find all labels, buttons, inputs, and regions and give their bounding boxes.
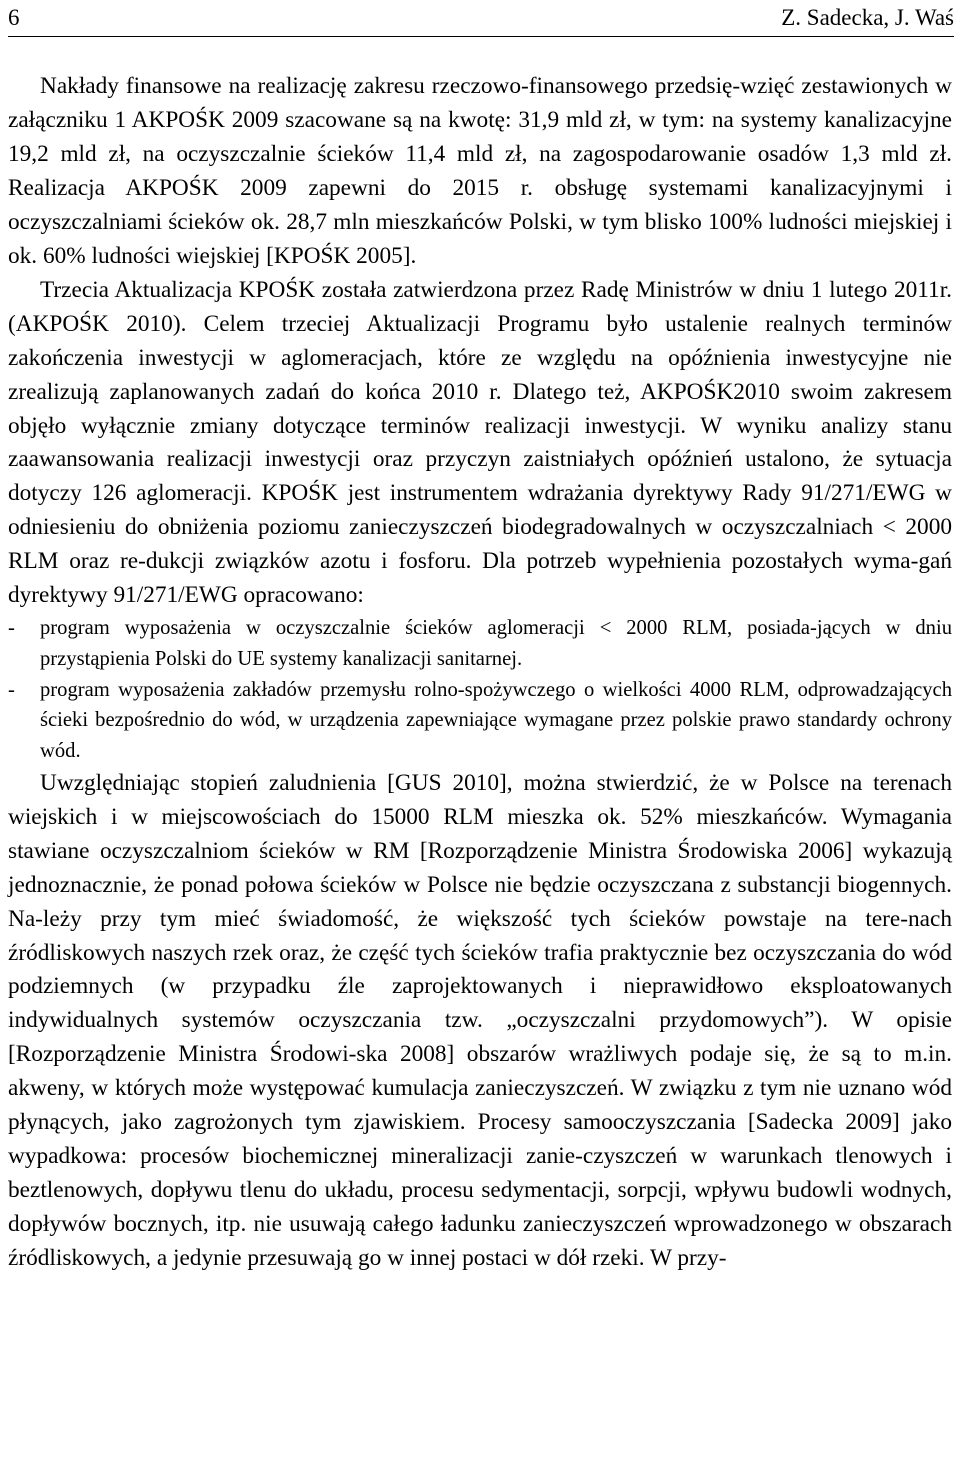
list-item (8, 675, 952, 767)
page-number: 6 (8, 5, 20, 30)
list-dash: - (8, 617, 15, 640)
list-item-text: program wyposażenia zakładów przemysłu rolno-spożywczego o wielkości 4000 RLM, odprowadzających ścieki bezpośrednio do wód, w urządzenia zapewniające wymagane przez polskie prawo standardy ochrony wód. (40, 678, 952, 763)
running-title: Z. Sadecka, J. Waś (781, 5, 954, 30)
body-text (8, 70, 952, 1276)
paragraph-third-update: Trzecia Aktualizacja KPOŚK została zatwierdzona przez Radę Ministrów w dniu 1 lutego 2011r. (AKPOŚK 2010). Celem trzeciej Aktualizacji Programu było ustalenie realnych terminów zakończenia inwestycji w aglomeracjach, które ze względu na opóźnienia inwestycyjne nie zrealizują zaplanowanych zadań do końca 2010 r. Dlatego też, AKPOŚK2010 swoim zakresem objęło wyłącznie zmiany dotyczące terminów realizacji inwestycji. W wyniku analizy stanu zaawansowania realizacji inwestycji oraz przyczyn zaistniałych opóźnień ustalono, że sytuacja dotyczy 126 aglomeracji. KPOŚK jest instrumentem wdrażania dyrektywy Rady 91/271/EWG w odniesieniu do obniżenia poziomu zanieczyszczeń biodegradowalnych w oczyszczalniach < 2000 RLM oraz re-dukcji związków azotu i fosforu. Dla potrzeb wypełnienia pozostałych wyma-gań dyrektywy 91/271/EWG opracowano: (8, 276, 952, 609)
list-dash: - (8, 678, 15, 701)
list-item-text: program wyposażenia w oczyszczalnie ścieków aglomeracji < 2000 RLM, posiada-jących w dniu przystąpienia Polski do UE systemy kanalizacji sanitarnej. (40, 617, 952, 670)
list-item (8, 613, 952, 674)
paragraph-population: Uwzględniając stopień zaludnienia [GUS 2010], można stwierdzić, że w Polsce na terenach wiejskich i w miejscowościach do 15000 RLM mieszka ok. 52% mieszkańców. Wymagania stawiane oczyszczalniom ścieków w RM [Rozporządzenie Ministra Środowiska 2006] wykazują jednoznacznie, że ponad połowa ścieków w Polsce nie będzie oczyszczana z substancji biogennych. Na-leży przy tym mieć świadomość, że większość tych ścieków powstaje na tere-nach źródliskowych naszych rzek oraz, że część tych ścieków trafia praktycznie bez oczyszczania do wód podziemnych (w przypadku źle zaprojektowanych i nieprawidłowo eksploatowanych indywidualnych systemów oczyszczania tzw. „oczyszczalni przydomowych”). W opisie [Rozporządzenie Ministra Środowi-ska 2008] obszarów wrażliwych podaje się, że są to m.in. akweny, w których może występować kumulacja zanieczyszczeń. W związku z tym nie uznano wód płynących, jako zagrożonych tym zjawiskiem. Procesy samooczyszczania [Sadecka 2009] jako wypadkowa: procesów biochemicznej mineralizacji zanie-czyszczeń w warunkach tlenowych i beztlenowych, dopływu tlenu do układu, procesu sedymentacji, sorpcji, wpływu budowli wodnych, dopływów bocznych, itp. nie usuwają całego ładunku zanieczyszczeń wprowadzonego w obszarach źródliskowych, a jedynie przesuwają go w innej postaci w dół rzeki. W przy- (8, 769, 952, 1272)
page-header (8, 0, 954, 37)
program-list (8, 613, 952, 767)
paragraph-funding: Nakłady finansowe na realizację zakresu rzeczowo-finansowego przedsię-wzięć zestawionych w załączniku 1 AKPOŚK 2009 szacowane są na kwotę: 31,9 mld zł, w tym: na systemy kanalizacyjne 19,2 mld zł, na oczyszczalnie ścieków 11,4 mld zł, na zagospodarowanie osadów 1,3 mld zł. Realizacja AKPOŚK 2009 zapewni do 2015 r. obsługę systemami kanalizacyjnymi i oczyszczalniami ścieków ok. 28,7 mln mieszkańców Polski, w tym blisko 100% ludności miejskiej i ok. 60% ludności wiejskiej [KPOŚK 2005]. (8, 73, 952, 269)
